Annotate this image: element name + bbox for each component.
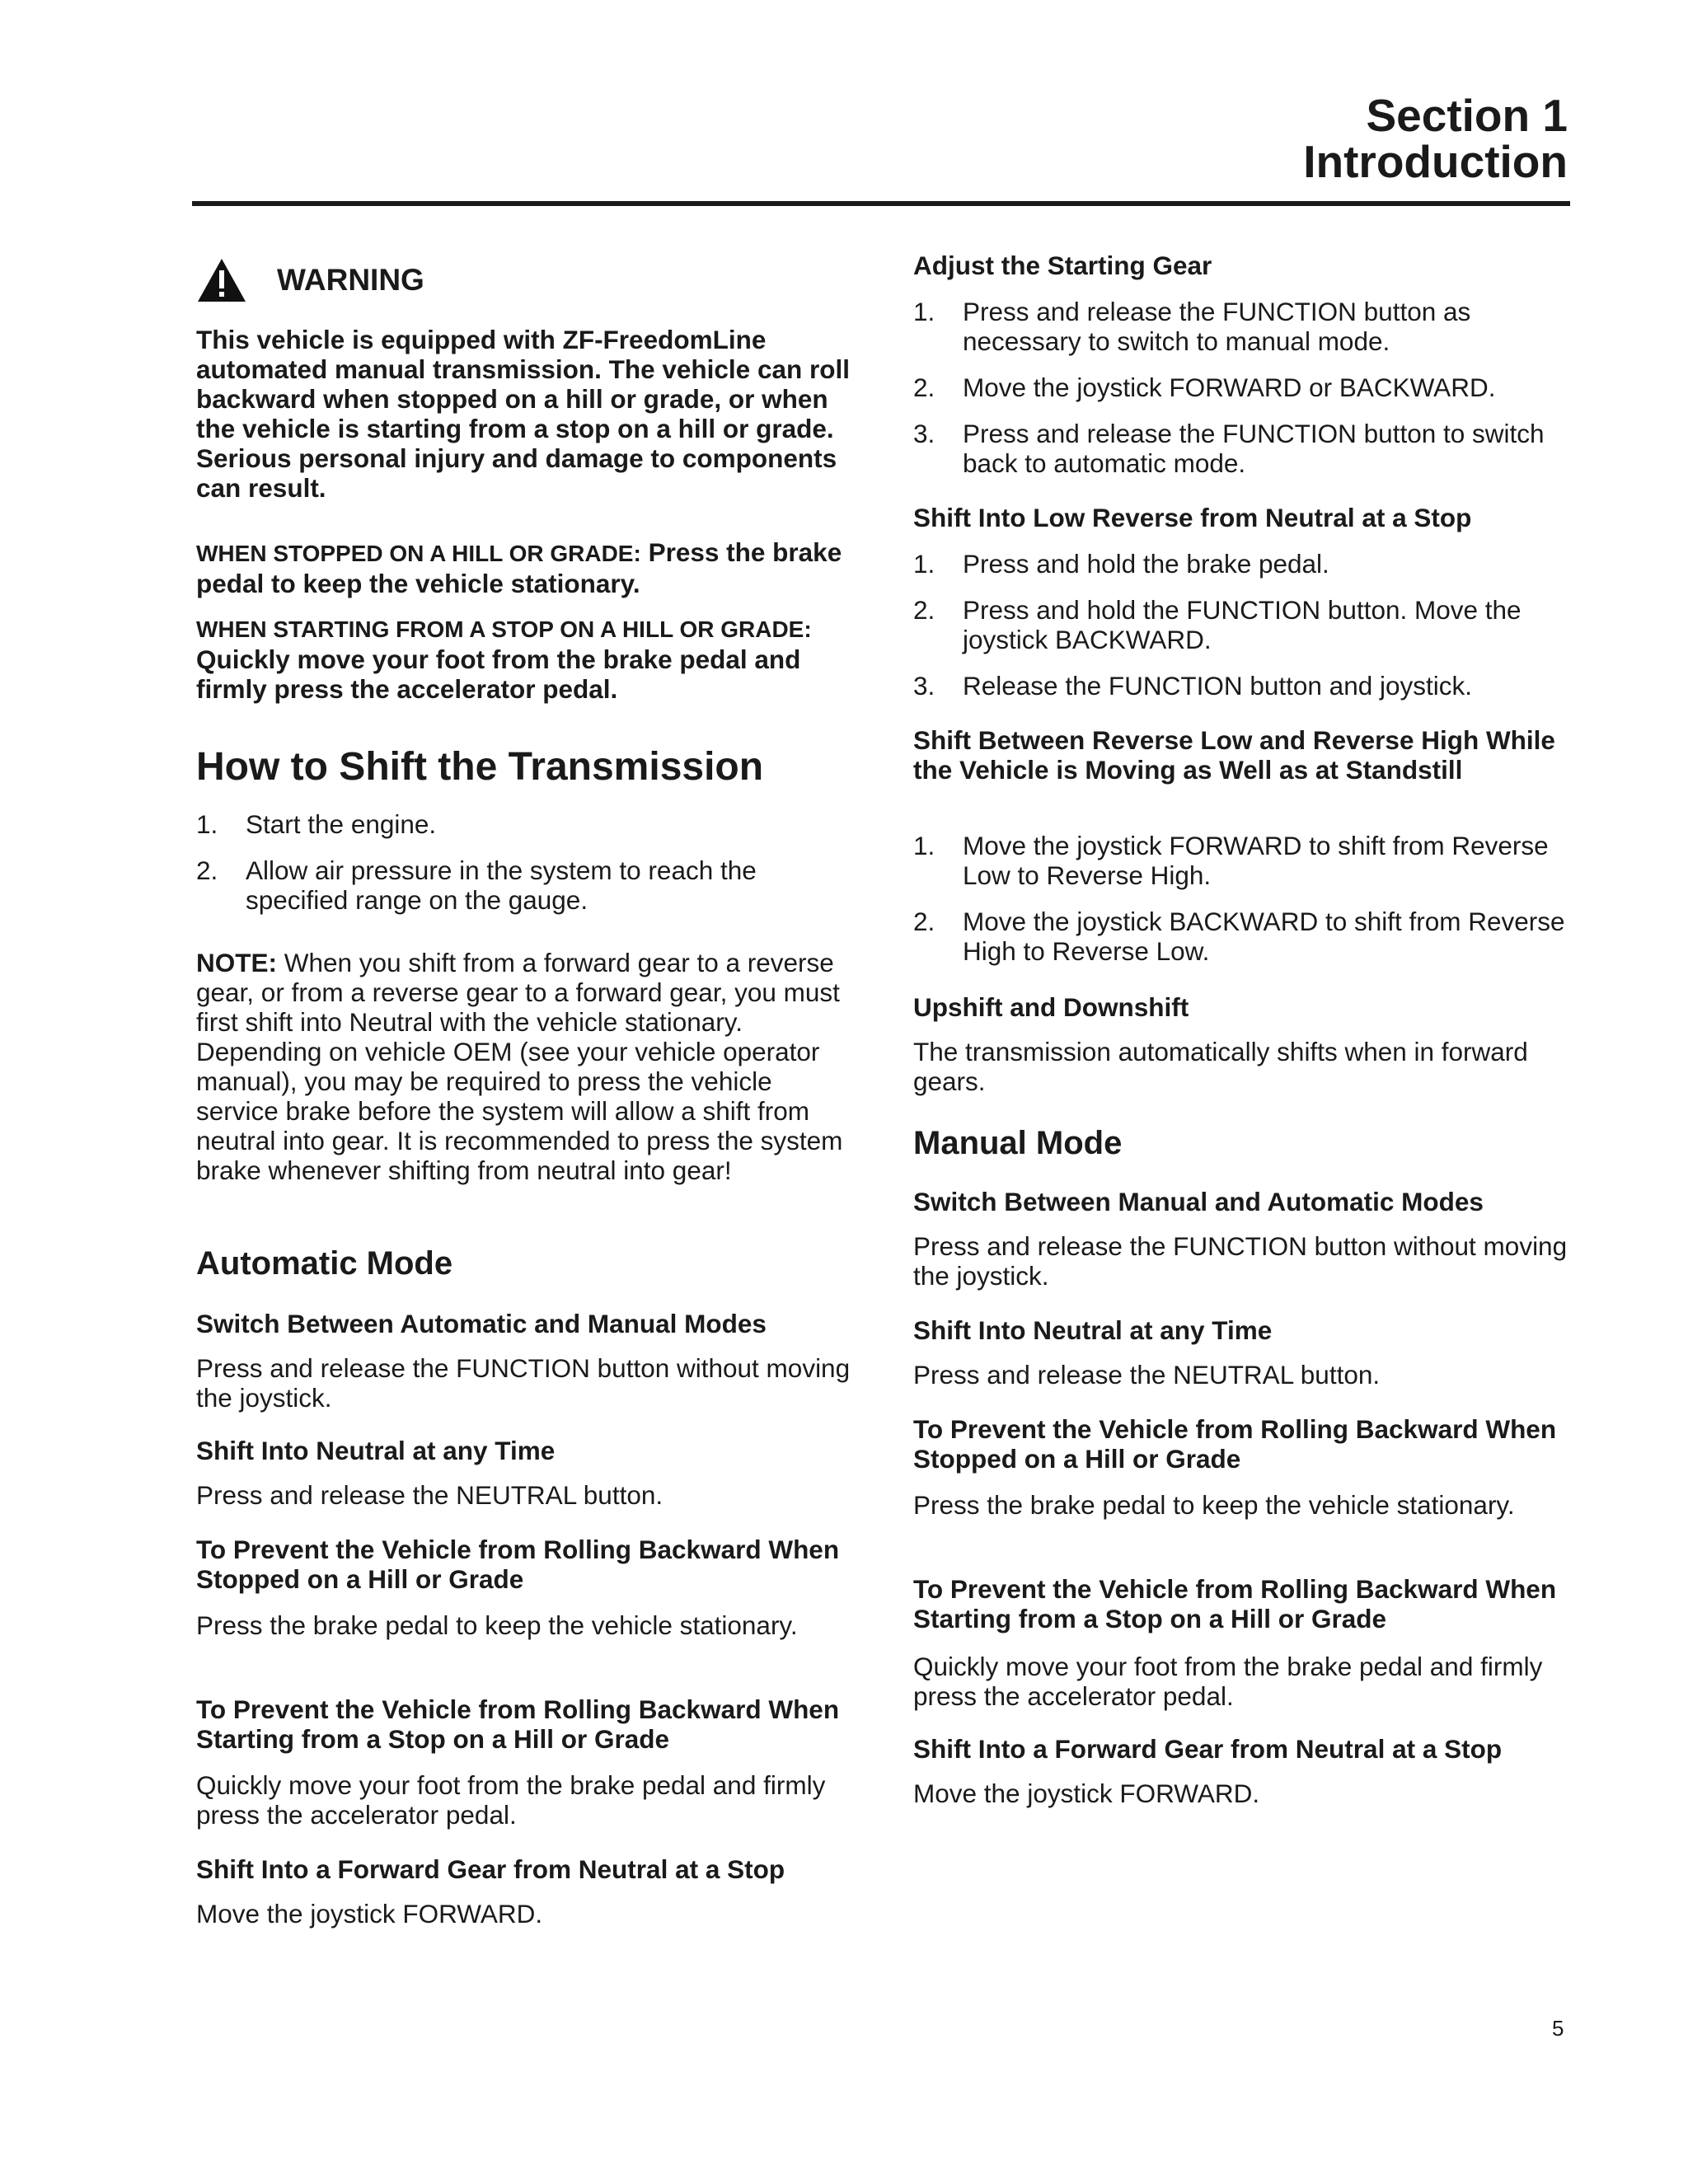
list-text: Press and release the FUNCTION button to switch back to automatic mode. (963, 419, 1545, 478)
man-prevent1-text: Press the brake pedal to keep the vehicle stationary. (913, 1490, 1515, 1520)
note (196, 948, 856, 1185)
auto-prevent2-text: Quickly move your foot from the brake pedal and firmly press the accelerator pedal. (196, 1770, 826, 1830)
auto-prevent2-heading: To Prevent the Vehicle from Rolling Backward When Starting from a Stop on a Hill or Grade (196, 1694, 840, 1754)
warning-title: WARNING (277, 263, 424, 297)
man-switch-heading: Switch Between Manual and Automatic Modes (913, 1187, 1484, 1216)
list-text: Move the joystick FORWARD to shift from Reverse Low to Reverse High. (963, 831, 1549, 890)
list-number: 3. (913, 419, 935, 448)
note-label: NOTE: (196, 948, 277, 977)
updown-text: The transmission automatically shifts when in forward gears. (913, 1037, 1528, 1096)
warning-stopped (196, 537, 856, 598)
warning-stopped-label: WHEN STOPPED ON A HILL OR GRADE: (196, 541, 641, 566)
revhl-heading: Shift Between Reverse Low and Reverse High While the Vehicle is Moving as Well as at Standstill (913, 725, 1555, 785)
header-rule (192, 201, 1570, 206)
list-number: 3. (913, 671, 935, 701)
auto-forward-heading: Shift Into a Forward Gear from Neutral at a Stop (196, 1854, 785, 1884)
list-text: Release the FUNCTION button and joystick. (963, 671, 1473, 701)
warning-body: This vehicle is equipped with ZF-FreedomLine automated manual transmission. The vehicle can roll backward when stopped on a hill or grade, or when the vehicle is starting from a stop on a hill or grade. Serious personal injury and damage to components can result. (196, 325, 850, 503)
warning-stopped-text: Press the brake pedal to keep the vehicle stationary. (196, 537, 842, 598)
list-text: Press and hold the brake pedal. (963, 549, 1329, 579)
auto-prevent1-heading: To Prevent the Vehicle from Rolling Backward When Stopped on a Hill or Grade (196, 1535, 840, 1594)
warning-starting-label: WHEN STARTING FROM A STOP ON A HILL OR GRADE: (196, 616, 812, 642)
warning-triangle-icon (196, 257, 247, 303)
list-number: 1. (913, 831, 935, 860)
man-prevent1-heading: To Prevent the Vehicle from Rolling Backward When Stopped on a Hill or Grade (913, 1414, 1557, 1474)
man-neutral-heading: Shift Into Neutral at any Time (913, 1315, 1273, 1345)
list-text: Allow air pressure in the system to reach the specified range on the gauge. (246, 855, 757, 915)
man-neutral-text: Press and release the NEUTRAL button. (913, 1360, 1381, 1390)
list-text: Move the joystick BACKWARD to shift from Reverse High to Reverse Low. (963, 907, 1565, 966)
list-item (913, 297, 1573, 356)
list-text: Press and hold the FUNCTION button. Move the joystick BACKWARD. (963, 595, 1522, 654)
note-text: When you shift from a forward gear to a reverse gear, or from a reverse gear to a forward gear, you must first shift into Neutral with the vehicle stationary. Depending on vehicle OEM (see your vehicle operator manual), you may be required to press the vehicle service brake before the system will allow a shift from neutral into gear. It is recommended to press the system brake whenever shifting from neutral into gear! (196, 948, 843, 1185)
list-item (196, 855, 856, 915)
list-number: 2. (913, 595, 935, 625)
list-number: 1. (913, 297, 935, 326)
section-header (1303, 92, 1568, 185)
auto-forward-text: Move the joystick FORWARD. (196, 1899, 543, 1929)
list-item (913, 549, 1573, 579)
page-number: 5 (1552, 2016, 1564, 2041)
adjust-heading: Adjust the Starting Gear (913, 251, 1212, 280)
man-forward-heading: Shift Into a Forward Gear from Neutral at a Stop (913, 1734, 1503, 1764)
list-item (913, 373, 1573, 402)
list-number: 1. (913, 549, 935, 579)
automatic-mode-title: Automatic Mode (196, 1245, 453, 1282)
warning-heading (196, 257, 856, 303)
list-number: 2. (913, 373, 935, 402)
man-switch-text: Press and release the FUNCTION button without moving the joystick. (913, 1231, 1568, 1291)
list-item (196, 809, 856, 839)
manual-mode-title: Manual Mode (913, 1125, 1123, 1161)
list-text: Start the engine. (246, 809, 437, 839)
list-text: Press and release the FUNCTION button as necessary to switch to manual mode. (963, 297, 1471, 356)
man-prevent2-heading: To Prevent the Vehicle from Rolling Backward When Starting from a Stop on a Hill or Grade (913, 1574, 1557, 1633)
list-number: 1. (196, 809, 218, 839)
auto-neutral-text: Press and release the NEUTRAL button. (196, 1480, 663, 1510)
list-number: 2. (196, 855, 218, 885)
list-item (913, 595, 1573, 654)
list-number: 2. (913, 907, 935, 936)
warning-starting (196, 613, 856, 704)
warning-starting-text: Quickly move your foot from the brake pedal and firmly press the accelerator pedal. (196, 644, 801, 704)
man-prevent2-text: Quickly move your foot from the brake pedal and firmly press the accelerator pedal. (913, 1652, 1543, 1711)
list-text: Move the joystick FORWARD or BACKWARD. (963, 373, 1496, 402)
auto-switch-text: Press and release the FUNCTION button without moving the joystick. (196, 1353, 851, 1413)
updown-heading: Upshift and Downshift (913, 992, 1189, 1022)
list-item (913, 419, 1573, 478)
list-item (913, 831, 1573, 890)
man-forward-text: Move the joystick FORWARD. (913, 1779, 1260, 1808)
section-number: Section 1 (1366, 90, 1568, 141)
list-item (913, 671, 1573, 701)
lowrev-heading: Shift Into Low Reverse from Neutral at a Stop (913, 503, 1472, 532)
auto-prevent1-text: Press the brake pedal to keep the vehicle stationary. (196, 1610, 798, 1640)
auto-neutral-heading: Shift Into Neutral at any Time (196, 1436, 556, 1465)
section-title: Introduction (1303, 136, 1568, 187)
how-to-title: How to Shift the Transmission (196, 745, 764, 789)
auto-switch-heading: Switch Between Automatic and Manual Modes (196, 1309, 767, 1338)
list-item (913, 907, 1573, 966)
